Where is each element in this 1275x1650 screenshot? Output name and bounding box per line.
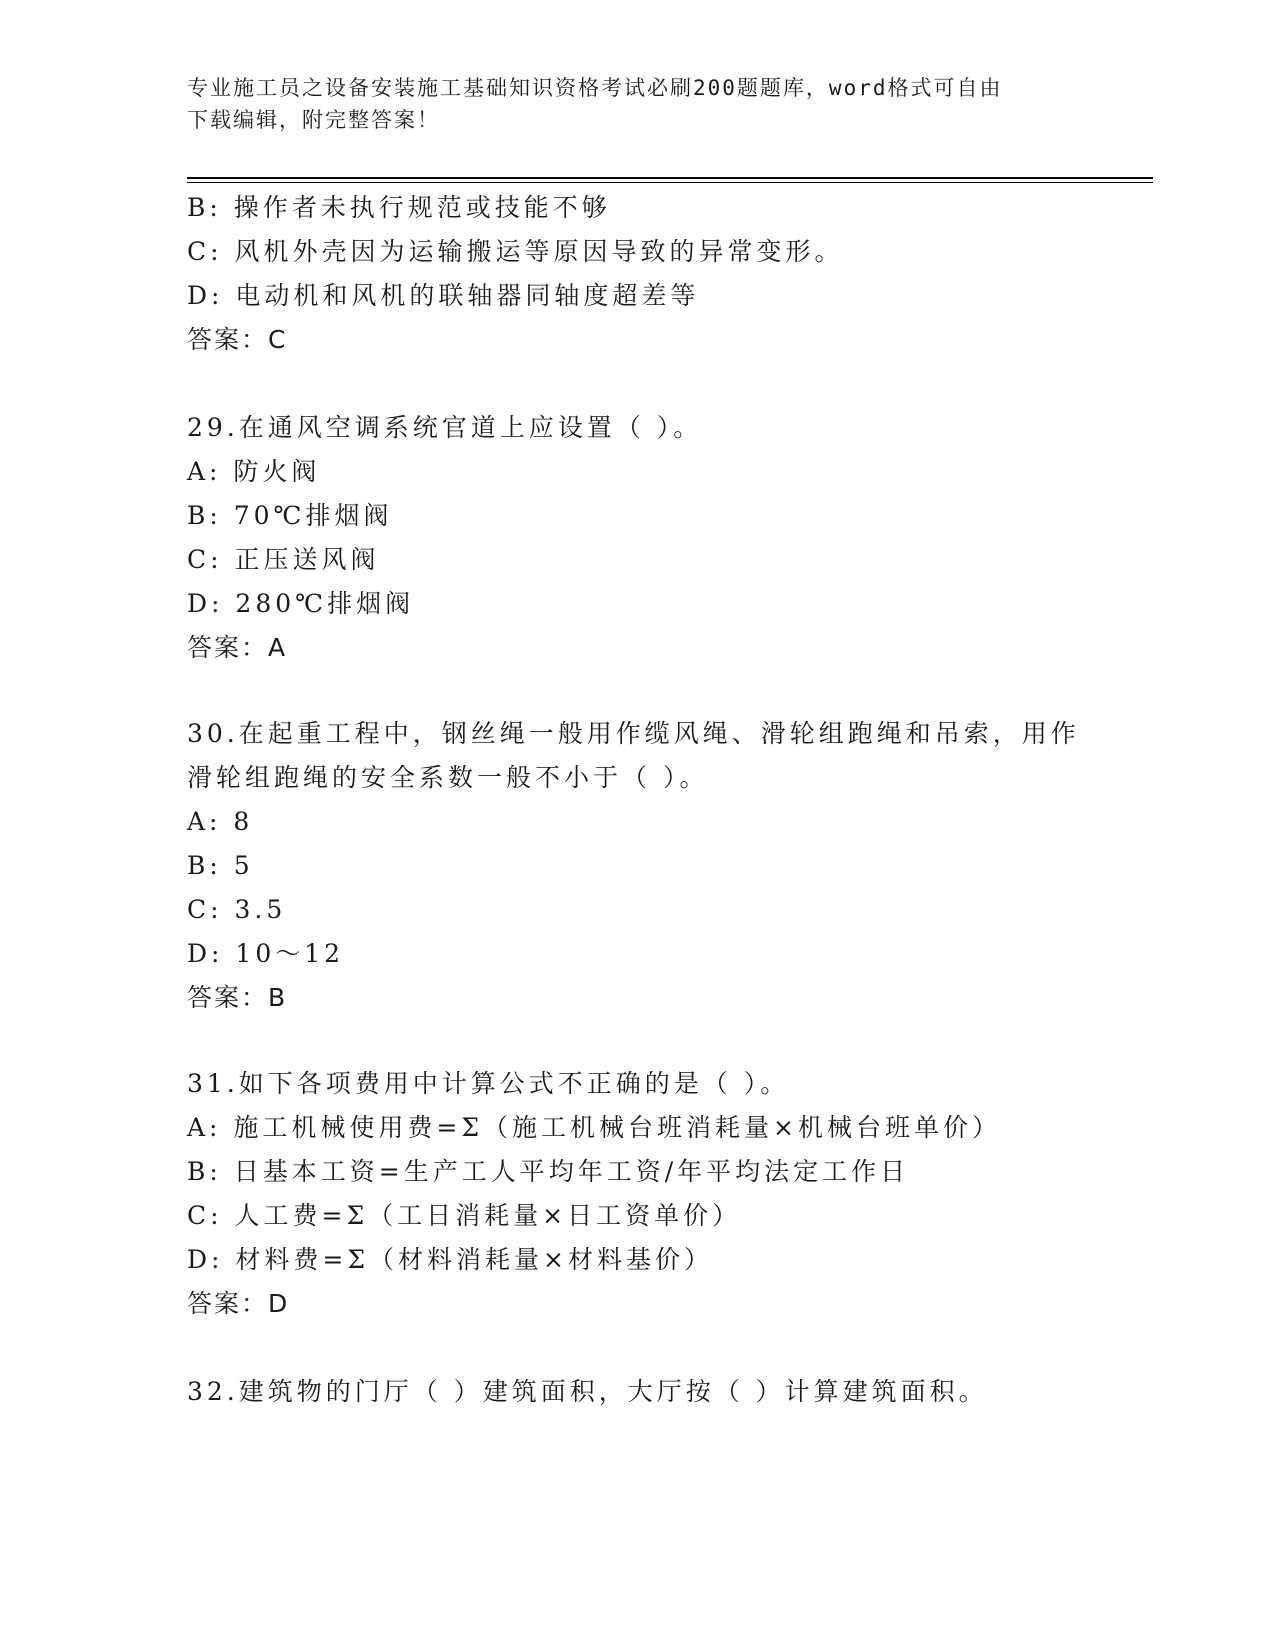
q28-option-c: C: 风机外壳因为运输搬运等原因导致的异常变形。 bbox=[187, 237, 844, 266]
document-header bbox=[187, 72, 1067, 136]
q30-stem-line-1: 30.在起重工程中，钢丝绳一般用作缆风绳、滑轮组跑绳和吊索，用作 bbox=[187, 719, 1080, 748]
q30-option-a: A: 8 bbox=[187, 807, 254, 836]
q31-option-c: C: 人工费=Σ（工日消耗量×日工资单价） bbox=[187, 1201, 742, 1230]
header-line-2: 下载编辑，附完整答案！ bbox=[187, 108, 440, 132]
q28-option-b: B: 操作者未执行规范或技能不够 bbox=[187, 193, 611, 222]
q29-answer: 答案：A bbox=[187, 633, 288, 662]
q31-option-d: D: 材料费=Σ（材料消耗量×材料基价） bbox=[187, 1245, 713, 1274]
q29-stem: 29.在通风空调系统官道上应设置（ ）。 bbox=[187, 413, 703, 442]
q30-option-c: C: 3.5 bbox=[187, 895, 287, 924]
q31-stem: 31.如下各项费用中计算公式不正确的是（ ）。 bbox=[187, 1069, 790, 1098]
q28-option-d: D: 电动机和风机的联轴器同轴度超差等 bbox=[187, 281, 700, 310]
header-divider-thick bbox=[187, 177, 1153, 179]
header-divider-thin bbox=[187, 182, 1153, 183]
q30-stem-line-2: 滑轮组跑绳的安全系数一般不小于（ ）。 bbox=[187, 763, 709, 792]
header-line-1: 专业施工员之设备安装施工基础知识资格考试必刷200题题库，word格式可自由 bbox=[187, 76, 1003, 100]
q29-option-b: B: 70℃排烟阀 bbox=[187, 501, 393, 530]
q29-option-c: C: 正压送风阀 bbox=[187, 545, 380, 574]
q31-option-a: A: 施工机械使用费=Σ（施工机械台班消耗量×机械台班单价） bbox=[187, 1113, 1001, 1142]
q30-option-d: D: 10～12 bbox=[187, 939, 345, 968]
q31-option-b: B: 日基本工资=生产工人平均年工资/年平均法定工作日 bbox=[187, 1157, 910, 1186]
q29-option-d: D: 280℃排烟阀 bbox=[187, 589, 415, 618]
q30-answer: 答案：B bbox=[187, 983, 288, 1012]
q31-answer: 答案：D bbox=[187, 1289, 290, 1318]
q30-option-b: B: 5 bbox=[187, 851, 254, 880]
q32-stem: 32.建筑物的门厅（ ）建筑面积，大厅按（ ）计算建筑面积。 bbox=[187, 1377, 988, 1406]
q28-answer: 答案：C bbox=[187, 325, 288, 354]
q29-option-a: A: 防火阀 bbox=[187, 457, 321, 486]
